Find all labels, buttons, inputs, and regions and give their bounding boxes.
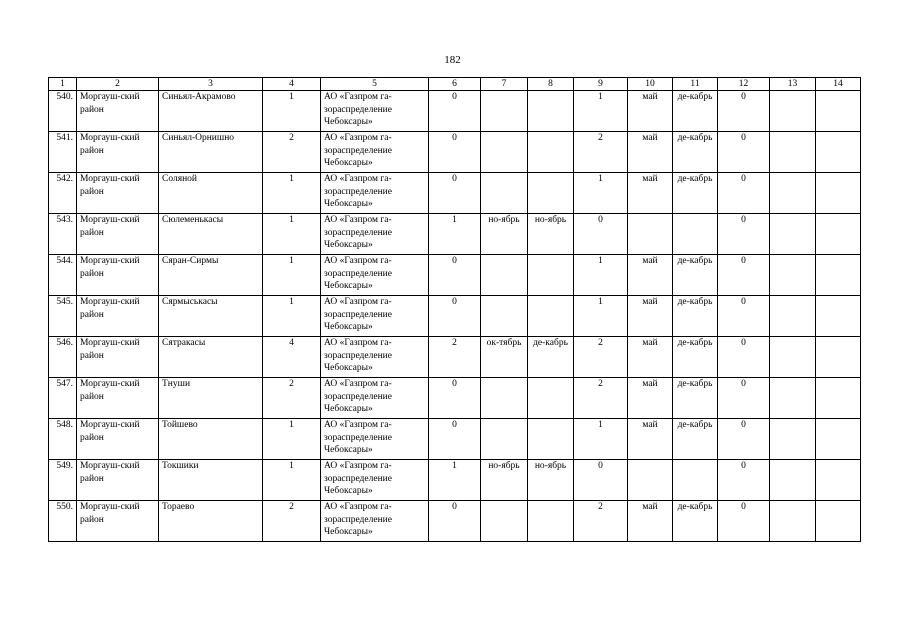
table-cell-col-3: Синьял-Орнишно (159, 132, 263, 173)
table-cell-col-2: Моргауш-ский район (77, 501, 159, 542)
table-cell-col-13 (770, 378, 816, 419)
table-cell-col-9: 0 (574, 214, 628, 255)
table-cell-col-8 (528, 91, 574, 132)
table-cell-col-12: 0 (718, 214, 770, 255)
table-cell-col-10: май (628, 501, 673, 542)
table-cell-col-11 (673, 214, 718, 255)
table-cell-col-7 (481, 255, 528, 296)
table-cell-col-7 (481, 132, 528, 173)
column-header: 5 (321, 78, 429, 91)
table-cell-col-2: Моргауш-ский район (77, 378, 159, 419)
table-cell-col-12: 0 (718, 255, 770, 296)
table-cell-col-6: 1 (429, 460, 481, 501)
table-cell-col-10: май (628, 296, 673, 337)
table-cell-col-2: Моргауш-ский район (77, 337, 159, 378)
table-cell-col-2: Моргауш-ский район (77, 132, 159, 173)
table-cell-col-13 (770, 337, 816, 378)
table-cell-col-12: 0 (718, 132, 770, 173)
table-cell-col-13 (770, 173, 816, 214)
table-cell-col-12: 0 (718, 378, 770, 419)
table-cell-col-7 (481, 173, 528, 214)
table-cell-col-11 (673, 460, 718, 501)
table-cell-col-6: 0 (429, 91, 481, 132)
table-cell-col-12: 0 (718, 173, 770, 214)
table-cell-col-9: 1 (574, 296, 628, 337)
table-cell-col-1: 546. (49, 337, 77, 378)
table-cell-col-4: 1 (263, 214, 321, 255)
table-cell-col-9: 1 (574, 173, 628, 214)
table-cell-col-2: Моргауш-ский район (77, 296, 159, 337)
table-cell-col-1: 548. (49, 419, 77, 460)
table-cell-col-12: 0 (718, 337, 770, 378)
table-cell-col-4: 1 (263, 255, 321, 296)
table-cell-col-1: 545. (49, 296, 77, 337)
table-cell-col-9: 2 (574, 501, 628, 542)
table-cell-col-6: 0 (429, 378, 481, 419)
table-cell-col-4: 1 (263, 296, 321, 337)
table-row (49, 378, 861, 419)
table-cell-col-2: Моргауш-ский район (77, 255, 159, 296)
table-cell-col-8 (528, 255, 574, 296)
table-cell-col-11: де-кабрь (673, 337, 718, 378)
table-cell-col-6: 0 (429, 501, 481, 542)
table-row (49, 419, 861, 460)
table-cell-col-5: АО «Газпром га-зораспределение Чебоксары» (321, 460, 429, 501)
table-cell-col-12: 0 (718, 460, 770, 501)
table-cell-col-13 (770, 460, 816, 501)
table-cell-col-7 (481, 378, 528, 419)
table-cell-col-13 (770, 91, 816, 132)
table-cell-col-10 (628, 214, 673, 255)
table-cell-col-4: 2 (263, 501, 321, 542)
table-cell-col-13 (770, 255, 816, 296)
table-row (49, 296, 861, 337)
table-cell-col-14 (816, 419, 861, 460)
table-cell-col-6: 0 (429, 296, 481, 337)
table-cell-col-2: Моргауш-ский район (77, 460, 159, 501)
table-cell-col-3: Сюлеменькасы (159, 214, 263, 255)
column-header: 3 (159, 78, 263, 91)
table-cell-col-4: 4 (263, 337, 321, 378)
table-cell-col-14 (816, 501, 861, 542)
table-cell-col-7 (481, 501, 528, 542)
table-cell-col-3: Токшики (159, 460, 263, 501)
table-cell-col-10: май (628, 378, 673, 419)
table-cell-col-10: май (628, 337, 673, 378)
table-cell-col-10: май (628, 255, 673, 296)
table-cell-col-4: 2 (263, 132, 321, 173)
table-cell-col-8: но-ябрь (528, 214, 574, 255)
table-cell-col-1: 543. (49, 214, 77, 255)
table-cell-col-12: 0 (718, 296, 770, 337)
table-cell-col-5: АО «Газпром га-зораспределение Чебоксары» (321, 173, 429, 214)
table-cell-col-5: АО «Газпром га-зораспределение Чебоксары» (321, 255, 429, 296)
table-cell-col-3: Тойшево (159, 419, 263, 460)
table-cell-col-7: ок-тябрь (481, 337, 528, 378)
table-cell-col-4: 1 (263, 419, 321, 460)
table-cell-col-14 (816, 378, 861, 419)
column-header: 2 (77, 78, 159, 91)
table-cell-col-9: 2 (574, 337, 628, 378)
column-header: 13 (770, 78, 816, 91)
table-cell-col-11: де-кабрь (673, 132, 718, 173)
table-cell-col-6: 0 (429, 132, 481, 173)
table-cell-col-6: 1 (429, 214, 481, 255)
table-cell-col-14 (816, 132, 861, 173)
table-cell-col-3: Сятракасы (159, 337, 263, 378)
table-cell-col-11: де-кабрь (673, 378, 718, 419)
table-row (49, 255, 861, 296)
table-cell-col-14 (816, 214, 861, 255)
table-cell-col-6: 0 (429, 419, 481, 460)
table-cell-col-3: Синьял-Акрамово (159, 91, 263, 132)
column-header: 8 (528, 78, 574, 91)
table-cell-col-9: 0 (574, 460, 628, 501)
table-cell-col-1: 540. (49, 91, 77, 132)
column-header: 14 (816, 78, 861, 91)
table-cell-col-1: 550. (49, 501, 77, 542)
table-cell-col-2: Моргауш-ский район (77, 419, 159, 460)
table-cell-col-5: АО «Газпром га-зораспределение Чебоксары» (321, 337, 429, 378)
table-cell-col-6: 0 (429, 255, 481, 296)
table-cell-col-6: 2 (429, 337, 481, 378)
table-cell-col-14 (816, 296, 861, 337)
table-cell-col-3: Тораево (159, 501, 263, 542)
table-cell-col-10: май (628, 419, 673, 460)
table-cell-col-4: 1 (263, 460, 321, 501)
table-cell-col-5: АО «Газпром га-зораспределение Чебоксары» (321, 91, 429, 132)
table-body (49, 91, 861, 542)
page-number: 182 (444, 54, 461, 66)
table-cell-col-9: 2 (574, 132, 628, 173)
table-row (49, 214, 861, 255)
table-cell-col-3: Тнуши (159, 378, 263, 419)
table-cell-col-10: май (628, 132, 673, 173)
table-cell-col-9: 1 (574, 91, 628, 132)
table-cell-col-5: АО «Газпром га-зораспределение Чебоксары» (321, 296, 429, 337)
table-cell-col-12: 0 (718, 501, 770, 542)
column-header: 4 (263, 78, 321, 91)
table-cell-col-4: 2 (263, 378, 321, 419)
table-cell-col-2: Моргауш-ский район (77, 173, 159, 214)
table-cell-col-2: Моргауш-ский район (77, 91, 159, 132)
header-row (49, 78, 861, 91)
table-cell-col-9: 1 (574, 419, 628, 460)
table-cell-col-5: АО «Газпром га-зораспределение Чебоксары» (321, 501, 429, 542)
table-cell-col-8 (528, 378, 574, 419)
table-cell-col-11: де-кабрь (673, 419, 718, 460)
table-cell-col-13 (770, 132, 816, 173)
table-cell-col-13 (770, 296, 816, 337)
table-cell-col-8 (528, 501, 574, 542)
table-cell-col-6: 0 (429, 173, 481, 214)
table-cell-col-7: но-ябрь (481, 460, 528, 501)
table-row (49, 501, 861, 542)
column-header: 12 (718, 78, 770, 91)
table-cell-col-5: АО «Газпром га-зораспределение Чебоксары» (321, 419, 429, 460)
table-cell-col-14 (816, 255, 861, 296)
table-cell-col-1: 542. (49, 173, 77, 214)
column-header: 9 (574, 78, 628, 91)
table-row (49, 460, 861, 501)
table-cell-col-14 (816, 173, 861, 214)
table-row (49, 173, 861, 214)
table-cell-col-1: 544. (49, 255, 77, 296)
table-row (49, 91, 861, 132)
table-cell-col-10: май (628, 173, 673, 214)
table-cell-col-11: де-кабрь (673, 173, 718, 214)
column-header: 10 (628, 78, 673, 91)
table-cell-col-13 (770, 419, 816, 460)
table-cell-col-7 (481, 419, 528, 460)
table-cell-col-12: 0 (718, 419, 770, 460)
table-cell-col-1: 547. (49, 378, 77, 419)
table-cell-col-8 (528, 173, 574, 214)
table-cell-col-11: де-кабрь (673, 255, 718, 296)
table-cell-col-4: 1 (263, 173, 321, 214)
table-cell-col-10 (628, 460, 673, 501)
data-table (48, 77, 861, 542)
table-cell-col-1: 541. (49, 132, 77, 173)
table-cell-col-7 (481, 296, 528, 337)
table-cell-col-7 (481, 91, 528, 132)
table-cell-col-5: АО «Газпром га-зораспределение Чебоксары» (321, 214, 429, 255)
table-cell-col-8: но-ябрь (528, 460, 574, 501)
table-cell-col-8 (528, 132, 574, 173)
table-cell-col-14 (816, 460, 861, 501)
column-header: 11 (673, 78, 718, 91)
table-cell-col-4: 1 (263, 91, 321, 132)
table-cell-col-14 (816, 337, 861, 378)
table-cell-col-13 (770, 214, 816, 255)
table-cell-col-8 (528, 296, 574, 337)
table-cell-col-1: 549. (49, 460, 77, 501)
column-header: 7 (481, 78, 528, 91)
table-cell-col-3: Сяран-Сирмы (159, 255, 263, 296)
table-cell-col-8 (528, 419, 574, 460)
table-cell-col-11: де-кабрь (673, 296, 718, 337)
table-cell-col-9: 2 (574, 378, 628, 419)
table-cell-col-13 (770, 501, 816, 542)
table-cell-col-11: де-кабрь (673, 91, 718, 132)
table-cell-col-5: АО «Газпром га-зораспределение Чебоксары» (321, 378, 429, 419)
table-row (49, 132, 861, 173)
column-header: 1 (49, 78, 77, 91)
table-cell-col-12: 0 (718, 91, 770, 132)
table-cell-col-5: АО «Газпром га-зораспределение Чебоксары» (321, 132, 429, 173)
table-cell-col-11: де-кабрь (673, 501, 718, 542)
column-header: 6 (429, 78, 481, 91)
table-cell-col-8: де-кабрь (528, 337, 574, 378)
table-cell-col-2: Моргауш-ский район (77, 214, 159, 255)
table-cell-col-9: 1 (574, 255, 628, 296)
table-cell-col-14 (816, 91, 861, 132)
table-cell-col-3: Сярмыськасы (159, 296, 263, 337)
table-cell-col-10: май (628, 91, 673, 132)
table-row (49, 337, 861, 378)
table-cell-col-7: но-ябрь (481, 214, 528, 255)
table-cell-col-3: Соляной (159, 173, 263, 214)
